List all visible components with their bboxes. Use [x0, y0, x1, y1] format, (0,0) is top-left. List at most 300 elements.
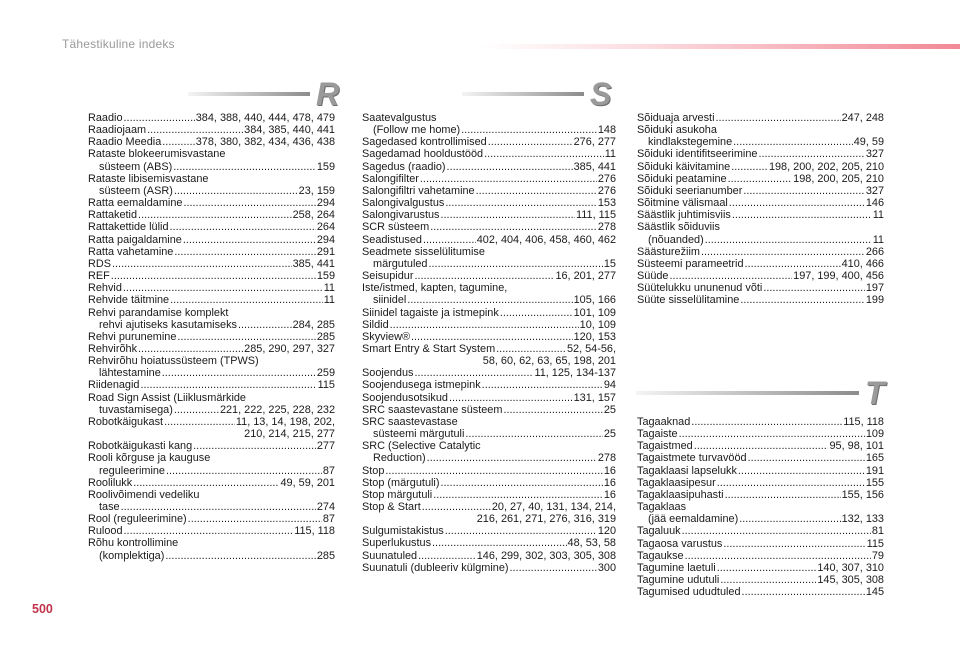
index-entry	[362, 209, 616, 221]
index-entry	[637, 124, 884, 148]
index-entry	[362, 270, 616, 282]
index-entry-pages: 11	[604, 148, 616, 161]
index-entry-term: Sõiduki asukoha	[637, 124, 717, 137]
dot-leader	[164, 416, 235, 428]
dot-leader	[691, 416, 842, 428]
index-entry-term-continued: (nõuanded)	[648, 233, 704, 246]
index-entry-term: Sõiduki seerianumber	[637, 184, 743, 197]
index-entry-term: Roolivõimendi vedeliku	[88, 488, 200, 501]
index-entry-pages: 327	[865, 184, 884, 197]
index-entry-pages: 49, 59	[853, 136, 884, 149]
index-entry	[88, 246, 335, 258]
index-entry-pages: 87	[322, 464, 335, 477]
index-entry	[362, 307, 616, 319]
index-entry-term: Superlukustus	[362, 537, 432, 550]
index-entry	[362, 379, 616, 391]
index-entry-term: Iste/istmed, kapten, tagumine,	[362, 282, 508, 295]
index-entry-pages: 11	[323, 294, 335, 307]
dot-leader	[423, 234, 476, 246]
index-entry	[637, 501, 884, 525]
index-entry	[637, 452, 884, 464]
index-entry	[637, 525, 884, 537]
index-entry-term: Süütelukku ununenud võti	[637, 282, 763, 295]
index-entry	[362, 501, 616, 525]
dot-leader	[733, 136, 853, 148]
index-entry-pages: 115	[317, 379, 335, 392]
index-entry-term: Seadmete sisselülitumise	[362, 245, 485, 258]
index-entry-term: Rattaketid	[88, 209, 138, 222]
index-entry-term: Sagedased kontrollimised	[362, 136, 487, 149]
index-entry	[637, 173, 884, 185]
index-entry-pages: 198, 200, 202, 205, 210	[768, 160, 884, 173]
dot-leader	[717, 562, 817, 574]
index-entry-term: REF	[88, 270, 110, 283]
index-entry	[637, 148, 884, 160]
index-entry-term: Raadio	[88, 112, 123, 124]
index-entry-term: SRC (Selective Catalytic	[362, 440, 481, 453]
index-entry	[637, 197, 884, 209]
index-entry-term: Tagaklaasipuhasti	[637, 488, 724, 501]
index-entry	[362, 136, 616, 148]
index-entry-term: Rataste blokeerumisvastane	[88, 148, 226, 161]
dot-leader	[732, 209, 872, 221]
index-entry-term-continued: kindlakstegemine	[648, 136, 733, 149]
index-entry	[637, 562, 884, 574]
index-entry-pages: 300	[597, 561, 616, 574]
index-entry	[362, 282, 616, 306]
dot-leader	[407, 294, 572, 306]
index-entry	[637, 185, 884, 197]
dot-leader	[496, 343, 566, 355]
index-entry	[362, 367, 616, 379]
section-marker-bar	[462, 92, 584, 96]
index-entry	[88, 197, 335, 209]
index-entry-term-continued: reguleerimine	[99, 464, 165, 477]
index-entry-term: Tagaklaasipesur	[637, 476, 716, 489]
index-entry-pages: 266	[865, 245, 884, 258]
header-accent-line	[480, 44, 960, 49]
index-entry-pages: 146	[865, 197, 884, 210]
index-entry-term: Rooli kõrguse ja kauguse	[88, 452, 211, 465]
index-entry-pages: 278	[597, 452, 616, 465]
index-entry-pages: 87	[322, 513, 335, 526]
dot-leader	[411, 331, 573, 343]
index-entry-pages: 11	[872, 233, 884, 246]
index-entry-term: Riidenagid	[88, 379, 140, 392]
index-entry-term-continued: (komplektiga)	[99, 549, 165, 562]
index-entry-term: Soojendus	[362, 367, 414, 380]
dot-leader	[166, 465, 322, 477]
index-entry	[88, 343, 335, 355]
index-entry-term: Sagedus (raadio)	[362, 160, 446, 173]
dot-leader	[682, 525, 871, 537]
dot-leader	[418, 550, 476, 562]
index-entry-pages: 327	[865, 148, 884, 161]
index-entry-term: Ratta paigaldamine	[88, 233, 182, 246]
index-entry-term-continued: tuvastamisega)	[99, 403, 173, 416]
index-entry	[362, 489, 616, 501]
dot-leader	[414, 270, 554, 282]
dot-leader	[740, 294, 865, 306]
dot-leader	[174, 246, 315, 258]
index-entry-pages-continued: 216, 261, 271, 276, 316, 319	[476, 513, 616, 526]
dot-leader	[729, 197, 865, 209]
dot-leader	[510, 562, 597, 574]
index-entry	[637, 161, 884, 173]
index-entry-pages: 16, 201, 277	[555, 270, 616, 283]
index-entry-term: Rool (reguleerimine)	[88, 513, 187, 526]
index-entry-term-continued: lähtestamine	[99, 367, 161, 380]
index-entry-term: Tagaistmed	[637, 440, 693, 453]
index-entry-pages: 285	[316, 330, 335, 343]
index-entry	[362, 246, 616, 270]
index-entry-term: Stop märgutuli	[362, 488, 433, 501]
index-entry-pages: 159	[316, 270, 335, 283]
index-entry	[88, 525, 335, 537]
dot-leader	[147, 124, 243, 136]
index-entry	[88, 221, 335, 233]
page-number: 500	[32, 602, 53, 616]
dot-leader	[748, 452, 865, 464]
index-entry-term: Stop	[362, 464, 385, 477]
dot-leader	[432, 537, 567, 549]
dot-leader	[739, 513, 840, 525]
index-entry-term: Süüte sisselülitamine	[637, 294, 740, 307]
section-letter-r: R	[316, 76, 340, 112]
index-entry-term-continued: süsteemi märgutuli	[373, 428, 465, 441]
index-entry-pages: 159	[316, 160, 335, 173]
index-entry-term-continued: rehvi ajutiseks kasutamiseks	[99, 318, 237, 331]
index-entry	[362, 234, 616, 246]
dot-leader	[745, 258, 841, 270]
dot-leader	[449, 392, 573, 404]
dot-leader	[440, 477, 602, 489]
dot-leader	[121, 501, 316, 513]
index-entry	[88, 148, 335, 172]
index-entry-pages: 94	[603, 379, 616, 392]
dot-leader	[174, 404, 219, 416]
index-entry-term: Saatevalgustus	[362, 112, 437, 124]
index-entry-pages: 16	[603, 488, 616, 501]
index-entry	[362, 416, 616, 440]
index-entry	[362, 550, 616, 562]
index-entry	[88, 112, 335, 124]
dot-leader	[441, 209, 576, 221]
index-entry-term: Raadiojaam	[88, 124, 147, 137]
dot-leader	[743, 185, 864, 197]
index-entry-term: Tagaistmete turvavööd	[637, 452, 747, 465]
index-entry	[637, 258, 884, 270]
index-entry-pages: 132, 133	[841, 513, 884, 526]
dot-leader	[461, 124, 597, 136]
index-entry	[362, 537, 616, 549]
dot-leader	[725, 489, 841, 501]
index-entry-pages: 276, 277	[573, 136, 616, 149]
index-entry-pages: 48, 53, 58	[567, 537, 616, 550]
dot-leader	[720, 574, 816, 586]
dot-leader	[183, 234, 316, 246]
dot-leader	[685, 550, 871, 562]
index-entry-term: Rataste libisemisvastane	[88, 172, 209, 185]
index-entry-pages: 291	[316, 245, 335, 258]
index-entry-pages: 153	[597, 197, 616, 210]
index-entry	[88, 416, 335, 440]
index-entry-term: Tagaukse	[637, 549, 684, 562]
index-entry	[88, 355, 335, 379]
index-entry-pages: 11, 13, 14, 198, 202,	[235, 415, 335, 428]
dot-leader	[238, 319, 292, 331]
index-entry	[637, 465, 884, 477]
dot-leader	[679, 428, 865, 440]
index-entry-term-continued: (Follow me home)	[373, 124, 461, 137]
index-entry	[88, 513, 335, 525]
index-entry-pages: 11, 125, 134-137	[534, 367, 616, 380]
index-entry-pages: 25	[603, 403, 616, 416]
index-entry	[88, 452, 335, 476]
index-entry-pages: 278	[597, 221, 616, 234]
index-entry-term: RDS	[88, 257, 111, 270]
index-entry	[637, 489, 884, 501]
index-entry-pages: 23, 159	[298, 184, 335, 197]
dot-leader	[188, 513, 322, 525]
index-entry-term: Tagaklaas	[637, 501, 687, 514]
index-entry-term: Stop & Start	[362, 501, 421, 513]
index-entry-pages: 109	[865, 428, 884, 441]
dot-leader	[716, 112, 841, 124]
index-entry-term: Sulgumistakistus	[362, 525, 444, 538]
index-entry	[362, 331, 616, 343]
index-entry-term-continued: Reduction)	[373, 452, 426, 465]
index-entry-pages: 385, 441	[573, 160, 616, 173]
index-entry	[88, 270, 335, 282]
index-entry-term: Tagaaknad	[637, 416, 691, 428]
index-entry	[88, 537, 335, 561]
index-entry-term-continued: siinidel	[373, 294, 407, 307]
index-entry-pages: 264	[316, 221, 335, 234]
index-entry-pages: 197, 199, 400, 456	[793, 270, 884, 283]
dot-leader	[445, 197, 596, 209]
index-entry-term: Soojendusega istmepink	[362, 379, 481, 392]
index-entry	[637, 416, 884, 428]
dot-leader	[162, 136, 194, 148]
index-entry	[88, 307, 335, 331]
dot-leader	[738, 465, 865, 477]
index-entry-pages: 258, 264	[292, 209, 335, 222]
index-entry-term: Suunatuled	[362, 549, 418, 562]
dot-leader	[488, 136, 573, 148]
index-entry-pages: 115	[866, 537, 884, 550]
dot-leader	[140, 379, 316, 391]
index-entry-pages: 25	[603, 428, 616, 441]
dot-leader	[138, 343, 243, 355]
index-entry	[637, 538, 884, 550]
index-entry-term: Rulood	[88, 525, 123, 538]
index-entry	[362, 148, 616, 160]
index-entry-pages: 115, 118	[843, 416, 884, 428]
dot-leader	[162, 367, 316, 379]
index-entry-term: Tagumine laetuli	[637, 561, 716, 574]
index-column-s	[362, 112, 616, 574]
index-entry	[637, 112, 884, 124]
index-entry-pages: 145	[865, 586, 884, 599]
index-entry	[88, 124, 335, 136]
index-entry-term: Salongivarustus	[362, 209, 440, 222]
dot-leader	[414, 367, 533, 379]
index-entry	[637, 477, 884, 489]
index-entry-term: Rehvirõhk	[88, 342, 138, 355]
section-marker-r	[188, 76, 340, 112]
index-entry-pages: 384, 385, 440, 441	[244, 124, 335, 137]
index-entry-pages: 274	[316, 501, 335, 513]
dot-leader	[500, 307, 573, 319]
index-entry	[88, 258, 335, 270]
index-entry-pages: 120, 153	[573, 330, 616, 343]
index-entry-term: Tagaluuk	[637, 525, 681, 538]
index-entry-term: SRC saastevastane süsteem	[362, 403, 503, 416]
index-entry-term: Skyview®	[362, 330, 410, 343]
index-entry	[637, 428, 884, 440]
index-entry	[88, 392, 335, 416]
dot-leader	[420, 173, 597, 185]
index-entry	[362, 319, 616, 331]
index-entry-pages: 221, 222, 225, 228, 232	[219, 403, 335, 416]
index-entry-term: Rehvi purunemine	[88, 330, 177, 343]
index-entry-term: Seadistused	[362, 233, 422, 246]
index-entry-term-continued: süsteem (ASR)	[99, 184, 173, 197]
index-entry	[637, 282, 884, 294]
section-marker-t	[636, 375, 885, 411]
index-entry	[637, 586, 884, 598]
index-entry-pages: 11	[323, 282, 335, 295]
index-entry-pages: 15	[603, 257, 616, 270]
index-entry-term: Rehvirõhu hoiatussüsteem (TPWS)	[88, 355, 259, 368]
index-entry-pages: 155	[865, 476, 884, 489]
index-entry-pages: 81	[871, 525, 884, 538]
dot-leader	[476, 185, 597, 197]
index-entry-term: SRC saastevastase	[362, 415, 458, 428]
index-entry-pages: 101, 109	[573, 306, 616, 319]
index-entry	[637, 440, 884, 452]
index-entry-pages: 384, 388, 440, 444, 478, 479	[195, 112, 335, 124]
index-entry-pages: 198, 200, 205, 210	[793, 172, 884, 185]
index-entry-term: Tagumine udutuli	[637, 574, 720, 587]
dot-leader	[445, 525, 597, 537]
index-column-s-continued	[637, 112, 884, 307]
dot-leader	[731, 161, 768, 173]
dot-leader	[701, 246, 865, 258]
index-entry-pages: 120	[597, 525, 616, 538]
index-entry-pages-continued: 210, 214, 215, 277	[244, 428, 335, 441]
dot-leader	[723, 538, 865, 550]
index-entry-term: Siinidel tagaiste ja istmepink	[362, 306, 499, 319]
index-entry-pages: 285, 290, 297, 327	[244, 342, 335, 355]
index-entry	[637, 550, 884, 562]
index-entry-pages: 294	[316, 233, 335, 246]
index-entry	[362, 173, 616, 185]
index-entry	[88, 379, 335, 391]
index-entry	[362, 343, 616, 367]
index-entry	[88, 136, 335, 148]
index-entry	[88, 440, 335, 452]
index-entry-pages: 115, 118	[294, 525, 335, 538]
index-entry	[637, 270, 884, 282]
dot-leader	[123, 282, 323, 294]
index-entry-pages: 276	[597, 172, 616, 185]
index-entry-term: Sildid	[362, 318, 389, 331]
dot-leader	[174, 185, 298, 197]
section-letter-s: S	[590, 76, 612, 112]
index-entry-term: Tagumised ududtuled	[637, 586, 741, 599]
index-entry	[362, 440, 616, 464]
index-entry-pages: 276	[597, 184, 616, 197]
index-entry	[88, 489, 335, 513]
index-entry	[362, 465, 616, 477]
dot-leader	[433, 489, 603, 501]
dot-leader	[758, 148, 864, 160]
index-entry-term: Säästlik juhtimisviis	[637, 209, 731, 222]
index-entry-pages: 191	[865, 464, 884, 477]
index-entry-pages: 140, 307, 310	[817, 561, 884, 574]
dot-leader	[133, 477, 279, 489]
index-entry-term-continued: (jää eemaldamine)	[648, 513, 739, 526]
index-entry-pages: 10, 109	[579, 318, 616, 331]
index-entry-term: Säästurežiim	[637, 245, 700, 258]
index-entry-term: Rehvid	[88, 282, 122, 295]
dot-leader	[465, 428, 602, 440]
index-entry-term: Roolilukk	[88, 476, 133, 489]
dot-leader	[705, 234, 872, 246]
index-entry-term: Tagaosa varustus	[637, 537, 723, 550]
index-entry-term: Stop (märgutuli)	[362, 476, 440, 489]
index-entry	[88, 173, 335, 197]
index-entry-pages: 52, 54-56,	[566, 342, 616, 355]
section-letter-t: T	[865, 375, 885, 411]
index-entry-term: Salongifiltri vahetamine	[362, 184, 475, 197]
index-entry-term: Süüde	[637, 270, 669, 283]
dot-leader	[177, 331, 315, 343]
index-entry-term: SCR süsteem	[362, 221, 430, 234]
dot-leader	[763, 282, 864, 294]
index-entry-pages: 131, 157	[573, 391, 616, 404]
index-entry-term: Rehvi parandamise komplekt	[88, 306, 229, 319]
index-entry-term: Ratta vahetamine	[88, 245, 174, 258]
index-entry	[637, 246, 884, 258]
index-entry-pages: 165	[865, 452, 884, 465]
index-entry	[637, 209, 884, 221]
index-entry-term: Rehvide täitmine	[88, 294, 170, 307]
index-entry	[88, 209, 335, 221]
index-entry-pages: 111, 115	[576, 209, 616, 222]
dot-leader	[447, 161, 573, 173]
dot-leader	[193, 440, 316, 452]
dot-leader	[670, 270, 793, 282]
index-entry-term: Tagaiste	[637, 428, 678, 441]
index-entry-term-continued: tase	[99, 501, 120, 513]
dot-leader	[124, 525, 294, 537]
index-entry-pages: 199	[865, 294, 884, 307]
index-entry-term: Suunatuli (dubleeriv külgmine)	[362, 561, 509, 574]
index-entry	[362, 562, 616, 574]
index-entry-pages: 79	[871, 549, 884, 562]
index-entry-term: Salongifilter	[362, 172, 419, 185]
index-entry-pages: 385, 441	[292, 257, 335, 270]
index-entry-pages: 277	[316, 440, 335, 453]
index-entry	[88, 477, 335, 489]
index-entry-pages: 146, 299, 302, 303, 305, 308	[476, 549, 616, 562]
index-entry-pages: 105, 166	[573, 294, 616, 307]
index-entry	[88, 282, 335, 294]
index-entry-pages: 95, 98, 101	[829, 440, 884, 453]
